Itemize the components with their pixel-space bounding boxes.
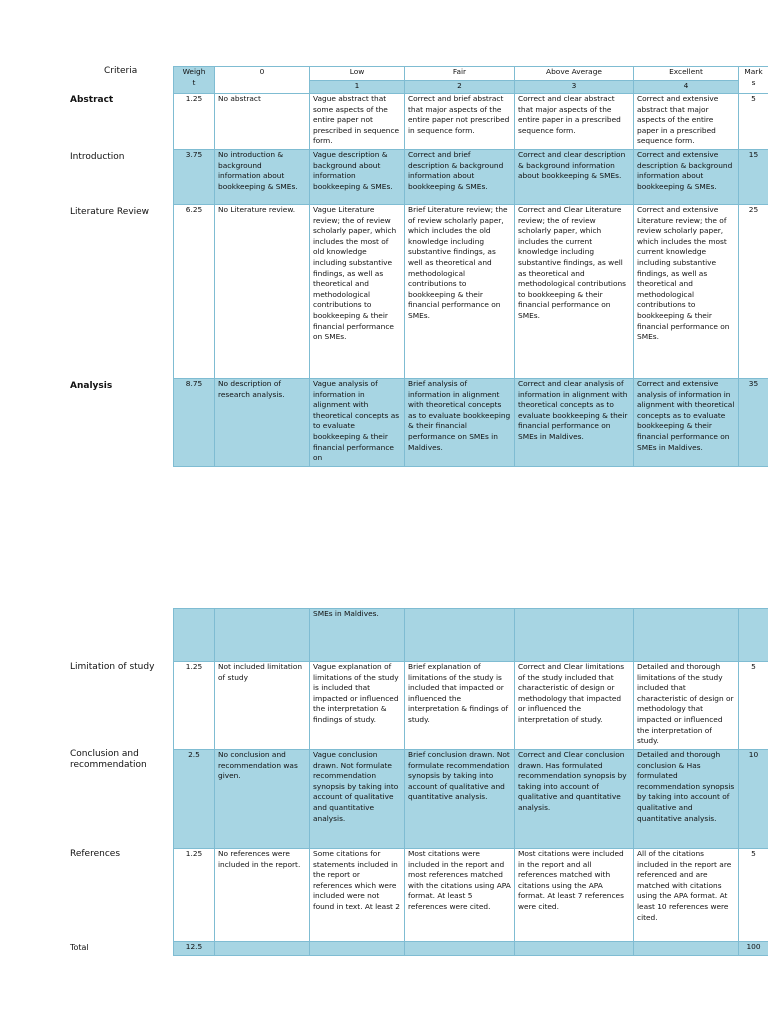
marks-cell: 5 (739, 662, 768, 750)
table-row-total (174, 942, 768, 956)
score-0-cell: No abstract (215, 94, 310, 150)
low-cell: SMEs in Maldives. (310, 609, 405, 662)
table-row (174, 94, 768, 150)
criterion-introduction: Introduction (70, 152, 125, 162)
above-average-cell: Correct and clear description & background information about bookkeeping & SMEs. (515, 150, 634, 205)
score-1-header: 1 (310, 81, 405, 94)
criterion-references: References (70, 849, 121, 859)
above-average-cell (515, 609, 634, 662)
table-row (174, 379, 768, 467)
low-cell: Vague conclusion drawn. Not formulate recommendation synopsis by taking into account of qualitative and quantitative analysis. (310, 750, 405, 849)
criterion-analysis: Analysis (70, 381, 113, 391)
marks-cell: 5 (739, 94, 768, 150)
fair-cell: Brief Literature review; the of review scholarly paper, which includes the old knowledge including substantive findings, as well as theoretical and methodological contributions to bookkeeping & their financial performance on SMEs. (405, 205, 515, 379)
weight-cell: 2.5 (174, 750, 215, 849)
low-cell: Vague explanation of limitations of the study is included that impacted or influenced the interpretation & findings of study. (310, 662, 405, 750)
fair-cell: Brief explanation of limitations of the study is included that impacted or influenced the interpretation & findings of study. (405, 662, 515, 750)
rubric-table-page1 (173, 66, 768, 467)
weight-cell: 1.25 (174, 849, 215, 942)
above-average-cell: Correct and Clear Literature review; the of review scholarly paper, which includes the current knowledge including substantive findings, as well as theoretical and methodological contributions to bookkeeping & their financial performance on SMEs. (515, 205, 634, 379)
fair-cell: Correct and brief abstract that major aspects of the entire paper not prescribed in sequence form. (405, 94, 515, 150)
total-marks-cell: 100 (739, 942, 768, 956)
excellent-cell: Correct and extensive Literature review; the of review scholarly paper, which includes the most current knowledge including substantive findings, as well as theoretical and methodological contributions to bookkeeping & their financial performance on SMEs. (634, 205, 739, 379)
score-0-cell: Not included limitation of study (215, 662, 310, 750)
score-0-cell: No Literature review. (215, 205, 310, 379)
fair-cell (405, 609, 515, 662)
low-cell (310, 942, 405, 956)
weight-cell: 3.75 (174, 150, 215, 205)
level-excellent-header: Excellent (634, 67, 739, 81)
score-4-header: 4 (634, 81, 739, 94)
above-average-cell: Correct and Clear conclusion drawn. Has formulated recommendation synopsis by taking into account of qualitative and quantitative analysis. (515, 750, 634, 849)
weight-cell: 1.25 (174, 662, 215, 750)
weight-cell: 1.25 (174, 94, 215, 150)
score-0-cell: No conclusion and recommendation was given. (215, 750, 310, 849)
marks-cell: 25 (739, 205, 768, 379)
excellent-cell: Detailed and thorough conclusion & Has formulated recommendation synopsis by taking into account of qualitative and quantitative analysis. (634, 750, 739, 849)
weight-cell (174, 609, 215, 662)
fair-cell: Correct and brief description & background information about bookkeeping & SMEs. (405, 150, 515, 205)
low-cell: Vague description & background about information bookkeeping & SMEs. (310, 150, 405, 205)
fair-cell (405, 942, 515, 956)
table-row (174, 662, 768, 750)
excellent-cell: Correct and extensive description & background information about bookkeeping & SMEs. (634, 150, 739, 205)
score-0-cell: No references were included in the report. (215, 849, 310, 942)
criterion-total: Total (70, 943, 89, 952)
criterion-literature-review: Literature Review (70, 207, 150, 217)
weight-header: Weigh t (174, 67, 215, 94)
score-3-header: 3 (515, 81, 634, 94)
table-row (174, 150, 768, 205)
low-cell: Vague Literature review; the of review scholarly paper, which includes the most of old knowledge including substantive findings, as well as theoretical and methodological contributions to bookkeeping & their financial performance on SMEs. (310, 205, 405, 379)
rubric-table-page2 (173, 608, 768, 956)
level-fair-header: Fair (405, 67, 515, 81)
marks-cell (739, 609, 768, 662)
above-average-cell: Most citations were included in the report and all references matched with citations using the APA format. At least 7 references were cited. (515, 849, 634, 942)
marks-cell: 35 (739, 379, 768, 467)
table-row (174, 609, 768, 662)
score-0-cell: No introduction & background information about bookkeeping & SMEs. (215, 150, 310, 205)
table-row (174, 205, 768, 379)
score-0-cell (215, 609, 310, 662)
criterion-abstract: Abstract (70, 95, 114, 105)
criteria-header: Criteria (104, 66, 138, 76)
above-average-cell: Correct and Clear limitations of the study included that characteristic of design or methodology that impacted or influenced the interpretation of study. (515, 662, 634, 750)
criterion-limitation-of-study: Limitation of study (70, 662, 155, 672)
excellent-cell: Detailed and thorough limitations of the study included that characteristic of design or methodology that impacted or influenced the interpretation of study. (634, 662, 739, 750)
marks-cell: 5 (739, 849, 768, 942)
low-cell: Vague abstract that some aspects of the entire paper not prescribed in sequence form. (310, 94, 405, 150)
marks-cell: 15 (739, 150, 768, 205)
level-low-header: Low (310, 67, 405, 81)
criterion-conclusion-and-recommendation: Conclusion and recommendation (70, 749, 147, 770)
score-zero-header: 0 (215, 67, 310, 94)
excellent-cell: All of the citations included in the report are referenced and are matched with citations using the APA format. At least 10 references were cited. (634, 849, 739, 942)
fair-cell: Brief conclusion drawn. Not formulate recommendation synopsis by taking into account of qualitative and quantitative analysis. (405, 750, 515, 849)
score-0-cell: No description of research analysis. (215, 379, 310, 467)
total-weight-cell: 12.5 (174, 942, 215, 956)
table-row (174, 849, 768, 942)
fair-cell: Brief analysis of information in alignment with theoretical concepts as to evaluate bookkeeping & their financial performance on SMEs in Maldives. (405, 379, 515, 467)
weight-cell: 6.25 (174, 205, 215, 379)
level-above-average-header: Above Average (515, 67, 634, 81)
excellent-cell (634, 942, 739, 956)
above-average-cell: Correct and clear abstract that major aspects of the entire paper in a prescribed sequence form. (515, 94, 634, 150)
above-average-cell (515, 942, 634, 956)
excellent-cell: Correct and extensive analysis of information in alignment with theoretical concepts as to evaluate bookkeeping & their financial performance on SMEs in Maldives. (634, 379, 739, 467)
excellent-cell (634, 609, 739, 662)
excellent-cell: Correct and extensive abstract that major aspects of the entire paper in a prescribed sequence form. (634, 94, 739, 150)
table-row (174, 750, 768, 849)
fair-cell: Most citations were included in the report and most references matched with the citations using APA format. At least 5 references were cited. (405, 849, 515, 942)
score-2-header: 2 (405, 81, 515, 94)
marks-cell: 10 (739, 750, 768, 849)
low-cell: Some citations for statements included in the report or references which were included were not found in text. At least 2 (310, 849, 405, 942)
marks-header: Mark s (739, 67, 768, 94)
score-0-cell (215, 942, 310, 956)
above-average-cell: Correct and clear analysis of information in alignment with theoretical concepts as to evaluate bookkeeping & their financial performance on SMEs in Maldives. (515, 379, 634, 467)
low-cell: Vague analysis of information in alignment with theoretical concepts as to evaluate bookkeeping & their financial performance on (310, 379, 405, 467)
weight-cell: 8.75 (174, 379, 215, 467)
